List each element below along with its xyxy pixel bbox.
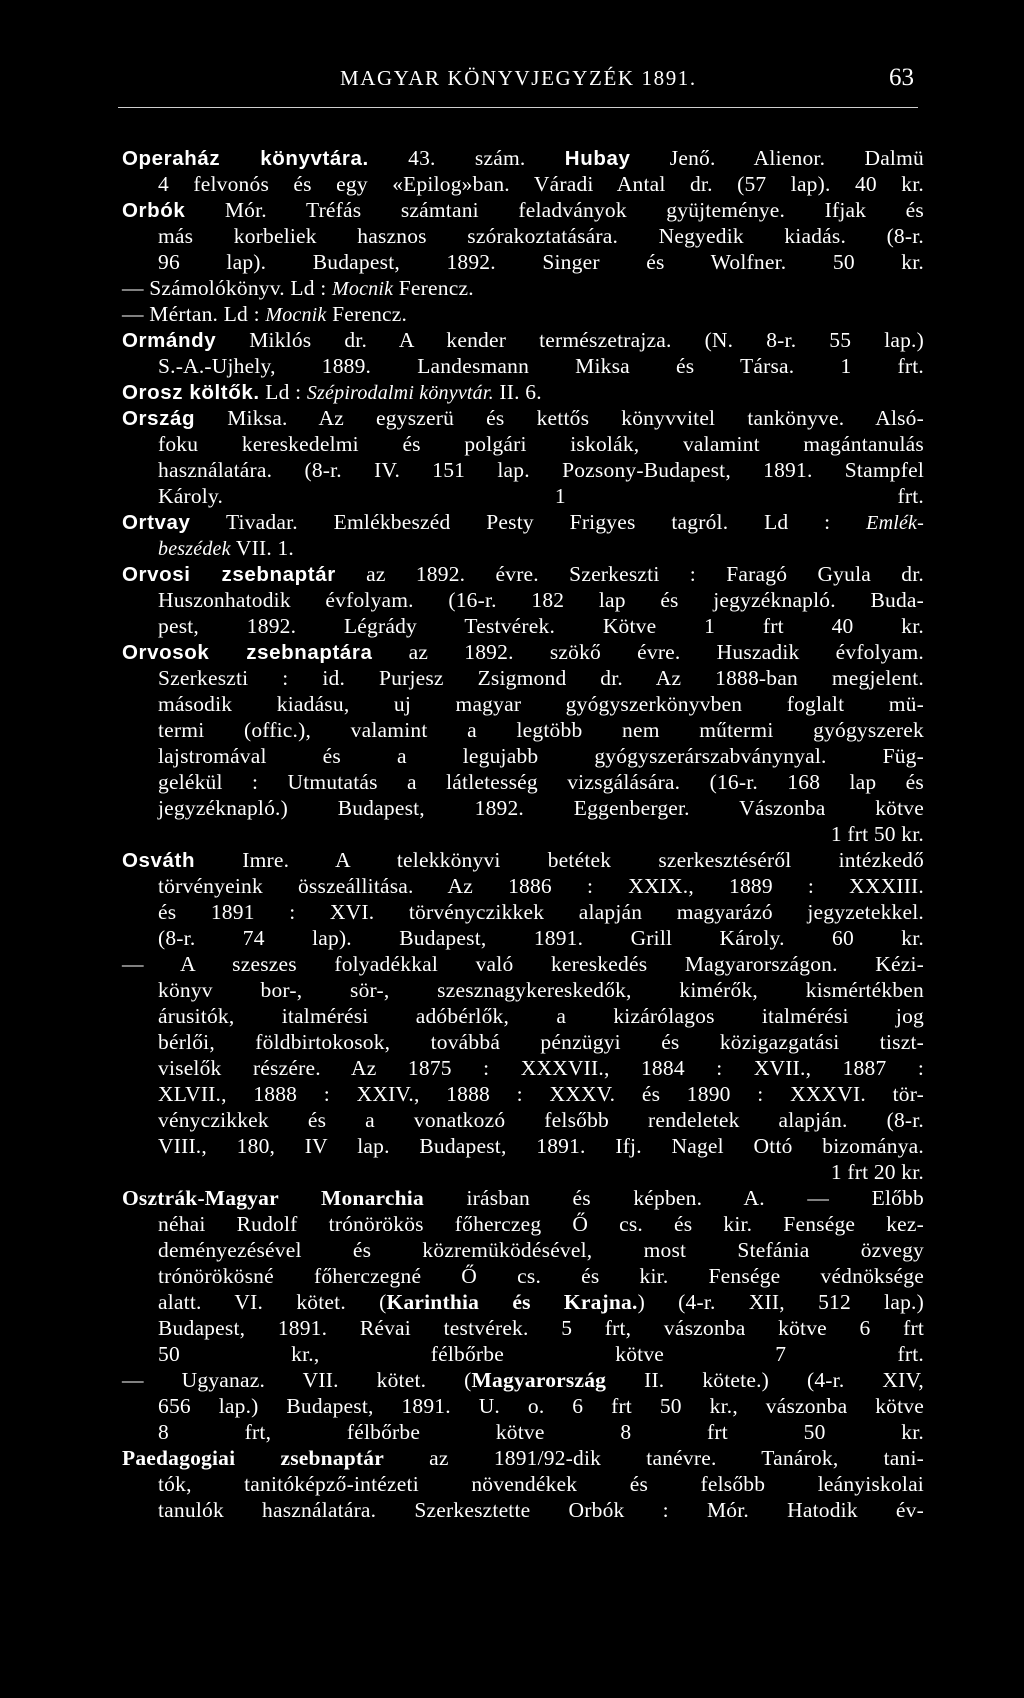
text-span: 43. szám. bbox=[368, 146, 565, 170]
text-line bbox=[122, 405, 924, 431]
text-line bbox=[122, 821, 924, 847]
text-span: II. kötete.) (4-r. XIV, bbox=[606, 1368, 925, 1392]
text-span: vényczikkek és a vonatkozó felsőbb rendeletek alapján. (8-r. bbox=[158, 1108, 924, 1132]
text-span: — Ugyanaz. VII. kötet. ( bbox=[122, 1368, 472, 1392]
text-span: más korbeliek hasznos szórakoztatására. Negyedik kiadás. (8-r. bbox=[158, 224, 924, 248]
text-span: (8-r. 74 lap). Budapest, 1891. Grill Károly. 60 kr. bbox=[158, 926, 924, 950]
entry-heading: Orbók bbox=[122, 199, 186, 222]
text-span: Ferencz. bbox=[326, 302, 408, 326]
text-span: Jenő. Alienor. Dalmü bbox=[630, 146, 924, 170]
text-line bbox=[122, 925, 924, 951]
text-span: Miklós dr. A kender természetrajza. (N. 8-r. 55 lap.) bbox=[216, 328, 924, 352]
text-span: törvényeink összeállitása. Az 1886 : XXIX., 1889 : XXXIII. bbox=[158, 874, 924, 898]
text-line bbox=[122, 1497, 924, 1523]
text-span: viselők részére. Az 1875 : XXXVII., 1884 : XVII., 1887 : bbox=[158, 1056, 924, 1080]
text-line bbox=[122, 873, 924, 899]
text-span: Budapest, 1891. Révai testvérek. 5 frt, vászonba kötve 6 frt bbox=[158, 1316, 924, 1340]
text-line bbox=[122, 769, 924, 795]
text-span: néhai Rudolf trónörökös főherczeg Ő cs. és kir. Fensége kez- bbox=[158, 1212, 924, 1236]
text-line bbox=[122, 1211, 924, 1237]
text-span: deményezésével és közremüködésével, most Stefánia özvegy bbox=[158, 1238, 924, 1262]
text-span: Huszonhatodik évfolyam. (16-r. 182 lap és jegyzéknapló. Buda- bbox=[158, 588, 924, 612]
text-span: ) (4-r. XII, 512 lap.) bbox=[637, 1290, 924, 1314]
text-line bbox=[122, 1419, 924, 1445]
text-span: Imre. A telekkönyvi betétek szerkesztéséről intézkedő bbox=[195, 848, 924, 872]
text-span: árusitók, italmérési adóbérlők, a kizárólagos italmérési jog bbox=[158, 1004, 924, 1028]
text-span: Ferencz. bbox=[393, 276, 474, 300]
text-line bbox=[122, 301, 924, 327]
text-span: az 1892. évre. Szerkeszti : Faragó Gyula dr. bbox=[335, 562, 924, 586]
text-span: és 1891 : XVI. törvényczikkek alapján magyarázó jegyzetekkel. bbox=[158, 900, 924, 924]
text-span: gelékül : Utmutatás a látletesség vizsgálására. (16-r. 168 lap és bbox=[158, 770, 924, 794]
text-span: Miksa. Az egyszerü és kettős könyvvitel tankönyve. Alsó- bbox=[195, 406, 924, 430]
entry-heading: Ortvay bbox=[122, 511, 191, 534]
text-span: az 1891/92-dik tanévre. Tanárok, tani- bbox=[383, 1446, 924, 1470]
text-line bbox=[122, 977, 924, 1003]
text-line bbox=[122, 1393, 924, 1419]
text-span: 50 kr., félbőrbe kötve 7 frt. bbox=[158, 1342, 924, 1366]
running-title: MAGYAR KÖNYVJEGYZÉK 1891. bbox=[340, 66, 697, 90]
entry-heading: Osváth bbox=[122, 849, 196, 872]
text-line bbox=[122, 197, 924, 223]
text-span: — Mértan. Ld : bbox=[122, 302, 266, 326]
text-line bbox=[122, 1445, 924, 1471]
text-line bbox=[122, 1341, 924, 1367]
text-line bbox=[122, 353, 924, 379]
page-header bbox=[118, 62, 918, 102]
text-line bbox=[122, 1471, 924, 1497]
text-span: XLVII., 1888 : XXIV., 1888 : XXXV. és 1890 : XXXVI. tör- bbox=[158, 1082, 924, 1106]
text-span: az 1892. szökő évre. Huszadik évfolyam. bbox=[372, 640, 924, 664]
text-line bbox=[122, 249, 924, 275]
text-line bbox=[122, 847, 924, 873]
text-span: 1 frt 50 kr. bbox=[830, 822, 924, 846]
text-line bbox=[122, 1237, 924, 1263]
text-span: VII. 1. bbox=[230, 536, 294, 560]
text-line bbox=[122, 639, 924, 665]
text-line bbox=[122, 1107, 924, 1133]
text-line bbox=[122, 1185, 924, 1211]
text-span: 1 frt 20 kr. bbox=[830, 1160, 924, 1184]
entry-heading: Orvosok zsebnaptára bbox=[122, 641, 373, 664]
text-line bbox=[122, 1263, 924, 1289]
catalog-entries bbox=[122, 145, 924, 1523]
italic-reference: Emlék- bbox=[866, 512, 924, 534]
text-span: irásban és képben. A. — Előbb bbox=[423, 1186, 924, 1210]
entry-heading: Ország bbox=[122, 407, 196, 430]
text-span: 656 lap.) Budapest, 1891. U. o. 6 frt 50 kr., vászonba kötve bbox=[158, 1394, 924, 1418]
text-line bbox=[122, 275, 924, 301]
text-span: tanulók használatára. Szerkesztette Orbók : Mór. Hatodik év- bbox=[158, 1498, 924, 1522]
text-span: használatára. (8-r. IV. 151 lap. Pozsony-Budapest, 1891. Stampfel bbox=[158, 458, 924, 482]
text-span: Tivadar. Emlékbeszéd Pesty Frigyes tagról. Ld : bbox=[190, 510, 867, 534]
text-line bbox=[122, 1159, 924, 1185]
entry-heading: Operaház könyvtára. bbox=[122, 147, 369, 170]
entry-heading: Karinthia és Krajna. bbox=[386, 1290, 638, 1314]
text-span: trónörökösné főherczegné Ő cs. és kir. Fensége védnöksége bbox=[158, 1264, 924, 1288]
text-line bbox=[122, 1081, 924, 1107]
text-span: — A szeszes folyadékkal való kereskedés Magyarországon. Kézi- bbox=[122, 952, 924, 976]
text-line bbox=[122, 1289, 924, 1315]
text-span: termi (offic.), valamint a legtöbb nem műtermi gyógyszerek bbox=[158, 718, 924, 742]
text-line bbox=[122, 535, 924, 561]
text-line bbox=[122, 951, 924, 977]
text-span: foku kereskedelmi és polgári iskolák, valamint magántanulás bbox=[158, 432, 924, 456]
text-line bbox=[122, 1315, 924, 1341]
text-line bbox=[122, 899, 924, 925]
text-line bbox=[122, 223, 924, 249]
text-line bbox=[122, 665, 924, 691]
text-line bbox=[122, 1003, 924, 1029]
entry-heading: Ormándy bbox=[122, 329, 217, 352]
text-line bbox=[122, 561, 924, 587]
text-line bbox=[122, 431, 924, 457]
text-line bbox=[122, 327, 924, 353]
text-span: jegyzéknapló.) Budapest, 1892. Eggenberger. Vászonba kötve bbox=[158, 796, 924, 820]
text-span: tók, tanitóképző-intézeti növendékek és felsőbb leányiskolai bbox=[158, 1472, 924, 1496]
text-line bbox=[122, 457, 924, 483]
text-line bbox=[122, 717, 924, 743]
text-line bbox=[122, 691, 924, 717]
text-line bbox=[122, 379, 924, 405]
text-span: II. 6. bbox=[493, 380, 542, 404]
text-line bbox=[122, 171, 924, 197]
italic-reference: beszédek bbox=[158, 538, 231, 560]
text-span: bérlői, földbirtokosok, továbbá pénzügyi és közigazgatási tiszt- bbox=[158, 1030, 924, 1054]
text-line bbox=[122, 483, 924, 509]
text-span: 4 felvonós és egy «Epilog»ban. Váradi Antal dr. (57 lap). 40 kr. bbox=[158, 172, 924, 196]
text-line bbox=[122, 1133, 924, 1159]
text-line bbox=[122, 1029, 924, 1055]
entry-heading: Paedagogiai zsebnaptár bbox=[122, 1446, 384, 1470]
text-line bbox=[122, 1055, 924, 1081]
text-line bbox=[122, 613, 924, 639]
italic-reference: Mocnik bbox=[332, 278, 394, 300]
text-span: Mór. Tréfás számtani feladványok gyüjteménye. Ifjak és bbox=[185, 198, 924, 222]
entry-heading: Orvosi zsebnaptár bbox=[122, 563, 336, 586]
text-span: 96 lap). Budapest, 1892. Singer és Wolfner. 50 kr. bbox=[158, 250, 924, 274]
text-span: lajstromával és a legujabb gyógyszerárszabványnyal. Füg- bbox=[158, 744, 924, 768]
entry-heading: Orosz költők. bbox=[122, 381, 260, 404]
text-line bbox=[122, 509, 924, 535]
text-line bbox=[122, 587, 924, 613]
text-line bbox=[122, 1367, 924, 1393]
text-span: Szerkeszti : id. Purjesz Zsigmond dr. Az 1888-ban megjelent. bbox=[158, 666, 924, 690]
text-span: VIII., 180, IV lap. Budapest, 1891. Ifj. Nagel Ottó bizománya. bbox=[158, 1134, 924, 1158]
header-rule bbox=[118, 107, 918, 108]
text-line bbox=[122, 795, 924, 821]
text-line bbox=[122, 743, 924, 769]
italic-reference: Szépirodalmi könyvtár. bbox=[306, 382, 494, 404]
text-span: 8 frt, félbőrbe kötve 8 frt 50 kr. bbox=[158, 1420, 924, 1444]
text-span: pest, 1892. Légrády Testvérek. Kötve 1 frt 40 kr. bbox=[158, 614, 924, 638]
entry-heading: Magyarország bbox=[471, 1368, 607, 1392]
italic-reference: Mocnik bbox=[265, 304, 327, 326]
text-span: Károly. 1 frt. bbox=[158, 484, 924, 508]
text-line bbox=[122, 145, 924, 171]
text-span: — Számolókönyv. Ld : bbox=[122, 276, 333, 300]
entry-heading: Osztrák-Magyar Monarchia bbox=[122, 1186, 424, 1210]
text-span: S.-A.-Ujhely, 1889. Landesmann Miksa és Társa. 1 frt. bbox=[158, 354, 924, 378]
text-span: könyv bor-, sör-, szesznagykereskedők, kimérők, kismértékben bbox=[158, 978, 924, 1002]
text-span: második kiadásu, uj magyar gyógyszerkönyvben foglalt mü- bbox=[158, 692, 924, 716]
text-span: alatt. VI. kötet. ( bbox=[158, 1290, 387, 1314]
page-number: 63 bbox=[889, 64, 914, 91]
entry-heading: Hubay bbox=[564, 147, 631, 170]
text-span: Ld : bbox=[259, 380, 307, 404]
